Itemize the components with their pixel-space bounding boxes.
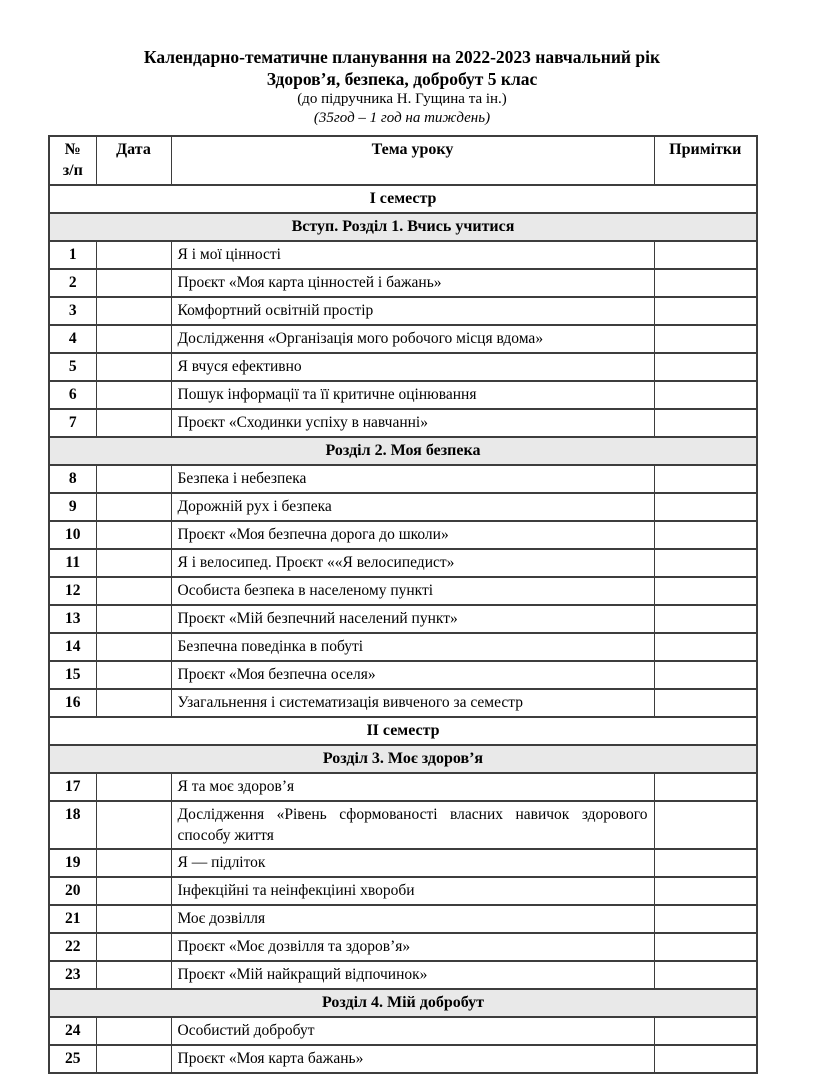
- lesson-number: 7: [49, 409, 96, 437]
- topic-cell: Проєкт «Моє дозвілля та здоров’я»: [171, 933, 654, 961]
- date-cell: [96, 1045, 171, 1073]
- date-cell: [96, 465, 171, 493]
- topic-cell: Комфортний освітній простір: [171, 297, 654, 325]
- notes-cell: [654, 409, 757, 437]
- section-label: Розділ 4. Мій добробут: [49, 989, 757, 1017]
- date-cell: [96, 241, 171, 269]
- notes-cell: [654, 933, 757, 961]
- section-row: [49, 745, 757, 773]
- notes-cell: [654, 353, 757, 381]
- notes-cell: [654, 605, 757, 633]
- lesson-number: 25: [49, 1045, 96, 1073]
- section-label: Розділ 3. Моє здоров’я: [49, 745, 757, 773]
- notes-cell: [654, 661, 757, 689]
- table-row: [49, 849, 757, 877]
- date-cell: [96, 905, 171, 933]
- document-subtitle: (до підручника Н. Гущина та ін.): [297, 91, 507, 107]
- topic-cell: Моє дозвілля: [171, 905, 654, 933]
- date-cell: [96, 381, 171, 409]
- date-cell: [96, 633, 171, 661]
- semester-label: І семестр: [49, 185, 757, 213]
- notes-cell: [654, 877, 757, 905]
- lesson-number: 21: [49, 905, 96, 933]
- lesson-number: 16: [49, 689, 96, 717]
- notes-cell: [654, 849, 757, 877]
- table-row: [49, 605, 757, 633]
- topic-cell: Проєкт «Сходинки успіху в навчанні»: [171, 409, 654, 437]
- notes-cell: [654, 381, 757, 409]
- lessons-body: [49, 136, 757, 1073]
- date-cell: [96, 773, 171, 801]
- topic-cell: Проєкт «Моя безпечна оселя»: [171, 661, 654, 689]
- notes-cell: [654, 577, 757, 605]
- lesson-number: 20: [49, 877, 96, 905]
- notes-cell: [654, 633, 757, 661]
- notes-cell: [654, 269, 757, 297]
- table-row: [49, 549, 757, 577]
- topic-cell: Пошук інформації та її критичне оцінювання: [171, 381, 654, 409]
- lesson-number: 12: [49, 577, 96, 605]
- table-row: [49, 353, 757, 381]
- topic-cell: Дослідження «Рівень сформованості власних навичок здорового способу життя: [171, 801, 654, 849]
- lesson-number: 5: [49, 353, 96, 381]
- lesson-number: 4: [49, 325, 96, 353]
- date-cell: [96, 877, 171, 905]
- notes-cell: [654, 521, 757, 549]
- date-cell: [96, 801, 171, 849]
- date-cell: [96, 605, 171, 633]
- lesson-number: 18: [49, 801, 96, 849]
- notes-cell: [654, 325, 757, 353]
- column-header-number-line2: з/п: [62, 162, 83, 179]
- table-row: [49, 961, 757, 989]
- table-row: [49, 661, 757, 689]
- column-header-date: Дата: [96, 136, 171, 185]
- document-title-line2: Здоров’я, безпека, добробут 5 клас: [266, 69, 538, 89]
- hours-note: (35год – 1 год на тиждень): [313, 110, 491, 126]
- section-row: [49, 989, 757, 1017]
- lesson-number: 6: [49, 381, 96, 409]
- column-header-topic: Тема уроку: [171, 136, 654, 185]
- table-row: [49, 269, 757, 297]
- table-row: [49, 241, 757, 269]
- column-header-number-line1: №: [64, 141, 81, 158]
- topic-cell: Дорожній рух і безпека: [171, 493, 654, 521]
- lesson-number: 15: [49, 661, 96, 689]
- date-cell: [96, 297, 171, 325]
- table-row: [49, 1045, 757, 1073]
- section-label: Розділ 2. Моя безпека: [49, 437, 757, 465]
- date-cell: [96, 521, 171, 549]
- date-cell: [96, 661, 171, 689]
- date-cell: [96, 933, 171, 961]
- column-header-number: [49, 136, 96, 185]
- lesson-number: 24: [49, 1017, 96, 1045]
- date-cell: [96, 961, 171, 989]
- document-title-line1: Календарно-тематичне планування на 2022-2023 навчальний рік: [143, 47, 661, 67]
- date-cell: [96, 689, 171, 717]
- document-header: [48, 0, 756, 128]
- table-row: [49, 577, 757, 605]
- notes-cell: [654, 905, 757, 933]
- notes-cell: [654, 773, 757, 801]
- date-cell: [96, 325, 171, 353]
- table-row: [49, 905, 757, 933]
- topic-cell: Проєкт «Мій найкращий відпочинок»: [171, 961, 654, 989]
- table-row: [49, 465, 757, 493]
- notes-cell: [654, 961, 757, 989]
- lesson-number: 23: [49, 961, 96, 989]
- topic-cell: Я вчуся ефективно: [171, 353, 654, 381]
- notes-cell: [654, 297, 757, 325]
- table-row: [49, 877, 757, 905]
- date-cell: [96, 493, 171, 521]
- date-cell: [96, 549, 171, 577]
- table-row: [49, 1017, 757, 1045]
- topic-cell: Проєкт «Моя безпечна дорога до школи»: [171, 521, 654, 549]
- topic-cell: Проєкт «Моя карта цінностей і бажань»: [171, 269, 654, 297]
- topic-cell: Проєкт «Мій безпечний населений пункт»: [171, 605, 654, 633]
- table-row: [49, 297, 757, 325]
- topic-cell: Я — підліток: [171, 849, 654, 877]
- topic-cell: Безпечна поведінка в побуті: [171, 633, 654, 661]
- topic-cell: Особистий добробут: [171, 1017, 654, 1045]
- semester-row: [49, 717, 757, 745]
- lesson-number: 19: [49, 849, 96, 877]
- date-cell: [96, 849, 171, 877]
- date-cell: [96, 269, 171, 297]
- table-row: [49, 933, 757, 961]
- section-label: Вступ. Розділ 1. Вчись учитися: [49, 213, 757, 241]
- table-row: [49, 409, 757, 437]
- topic-cell: Я і мої цінності: [171, 241, 654, 269]
- topic-cell: Безпека і небезпека: [171, 465, 654, 493]
- notes-cell: [654, 801, 757, 849]
- lesson-number: 2: [49, 269, 96, 297]
- table-row: [49, 773, 757, 801]
- table-row: [49, 521, 757, 549]
- semester-label: ІІ семестр: [49, 717, 757, 745]
- table-row: [49, 801, 757, 849]
- lesson-number: 14: [49, 633, 96, 661]
- semester-row: [49, 185, 757, 213]
- lesson-number: 3: [49, 297, 96, 325]
- notes-cell: [654, 493, 757, 521]
- section-row: [49, 213, 757, 241]
- date-cell: [96, 1017, 171, 1045]
- lesson-number: 10: [49, 521, 96, 549]
- column-header-notes: Примітки: [654, 136, 757, 185]
- lesson-number: 17: [49, 773, 96, 801]
- notes-cell: [654, 549, 757, 577]
- lesson-plan-table: [48, 135, 758, 1074]
- topic-cell: Інфекційні та неінфекціині хвороби: [171, 877, 654, 905]
- section-row: [49, 437, 757, 465]
- notes-cell: [654, 241, 757, 269]
- date-cell: [96, 353, 171, 381]
- lesson-number: 22: [49, 933, 96, 961]
- notes-cell: [654, 689, 757, 717]
- table-header-row: [49, 136, 757, 185]
- notes-cell: [654, 1017, 757, 1045]
- topic-cell: Особиста безпека в населеному пункті: [171, 577, 654, 605]
- topic-cell: Узагальнення і систематизація вивченого за семестр: [171, 689, 654, 717]
- lesson-number: 9: [49, 493, 96, 521]
- table-row: [49, 325, 757, 353]
- table-row: [49, 381, 757, 409]
- topic-cell: Я та моє здоров’я: [171, 773, 654, 801]
- lesson-number: 1: [49, 241, 96, 269]
- date-cell: [96, 409, 171, 437]
- lesson-number: 8: [49, 465, 96, 493]
- table-row: [49, 493, 757, 521]
- notes-cell: [654, 1045, 757, 1073]
- topic-cell: Проєкт «Моя карта бажань»: [171, 1045, 654, 1073]
- date-cell: [96, 577, 171, 605]
- lesson-number: 13: [49, 605, 96, 633]
- table-row: [49, 633, 757, 661]
- table-row: [49, 689, 757, 717]
- topic-cell: Я і велосипед. Проєкт ««Я велосипедист»: [171, 549, 654, 577]
- notes-cell: [654, 465, 757, 493]
- lesson-number: 11: [49, 549, 96, 577]
- topic-cell: Дослідження «Організація мого робочого місця вдома»: [171, 325, 654, 353]
